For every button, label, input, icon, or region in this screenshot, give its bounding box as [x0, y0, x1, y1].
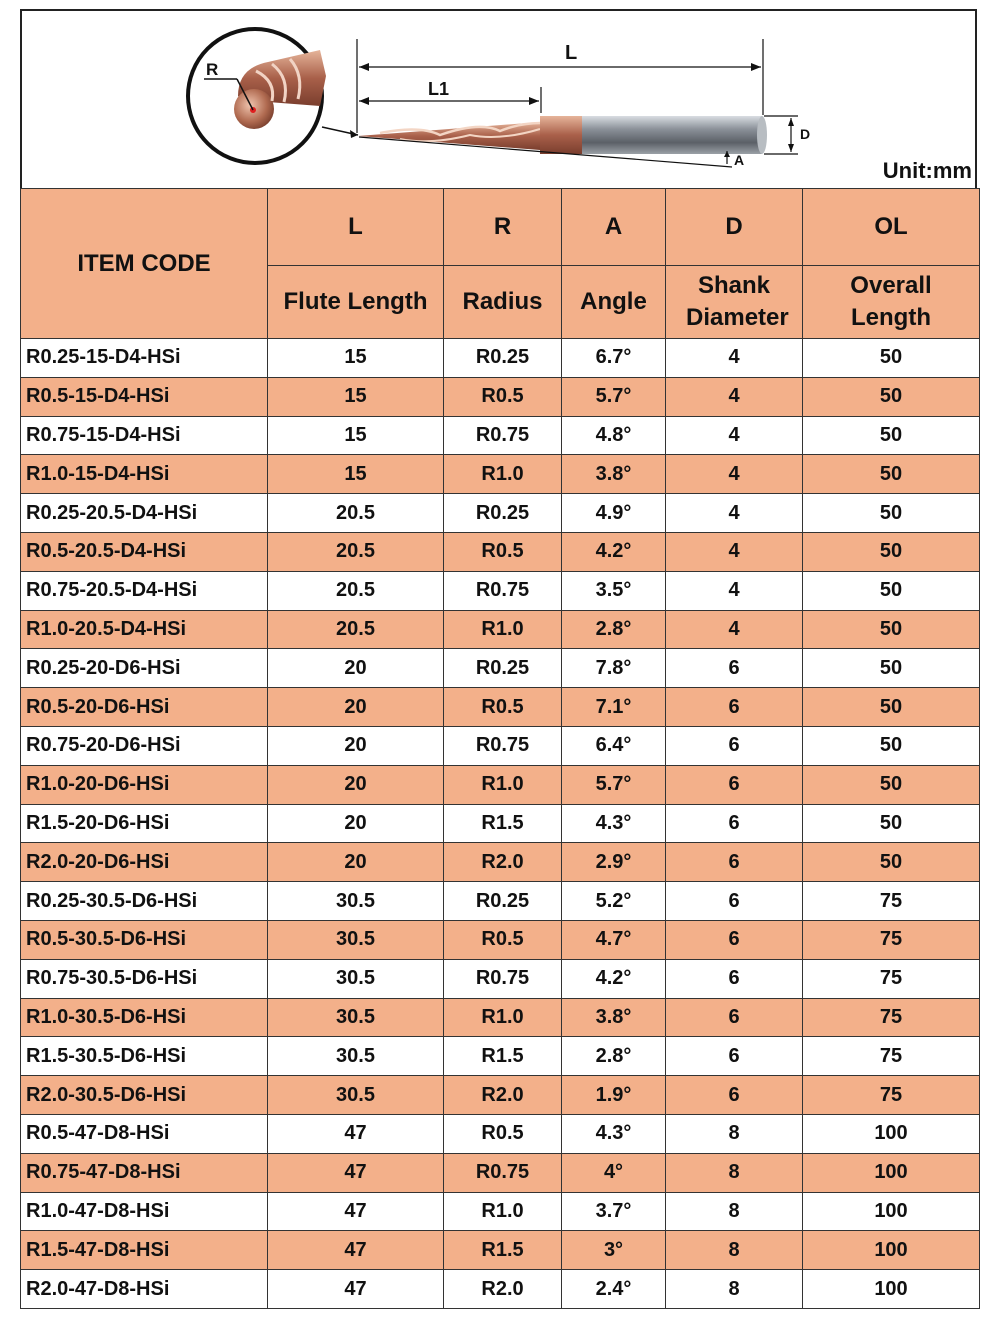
- table-row: [21, 920, 980, 959]
- item-code-cell: R1.0-20.5-D4-HSi: [21, 610, 268, 649]
- radius-cell: R1.0: [444, 455, 562, 494]
- radius-label: R: [206, 60, 219, 79]
- item-code-cell: R2.0-47-D8-HSi: [21, 1270, 268, 1309]
- flute-length-cell: 20: [268, 726, 444, 765]
- overall-length-cell: 75: [803, 959, 980, 998]
- shank-diameter-cell: 6: [666, 920, 803, 959]
- overall-length-cell: 100: [803, 1270, 980, 1309]
- shank-diameter-cell: 6: [666, 726, 803, 765]
- table-row: [21, 571, 980, 610]
- item-code-cell: R0.5-15-D4-HSi: [21, 377, 268, 416]
- radius-cell: R0.25: [444, 649, 562, 688]
- shank-diameter-label: D: [800, 126, 811, 142]
- header-symbol-l: L: [268, 189, 444, 266]
- overall-length-cell: 50: [803, 726, 980, 765]
- overall-length-cell: 75: [803, 1037, 980, 1076]
- tool-diagram: [20, 9, 977, 189]
- radius-cell: R0.75: [444, 416, 562, 455]
- shank-diameter-cell: 4: [666, 532, 803, 571]
- angle-cell: 7.8°: [562, 649, 666, 688]
- overall-length-cell: 50: [803, 688, 980, 727]
- flute-length-cell: 15: [268, 455, 444, 494]
- shank-diameter-cell: 4: [666, 416, 803, 455]
- overall-length-cell: 50: [803, 494, 980, 533]
- angle-cell: 5.7°: [562, 765, 666, 804]
- item-code-cell: R0.5-47-D8-HSi: [21, 1114, 268, 1153]
- radius-cell: R0.5: [444, 920, 562, 959]
- radius-cell: R1.5: [444, 804, 562, 843]
- radius-cell: R2.0: [444, 1270, 562, 1309]
- radius-cell: R0.5: [444, 1114, 562, 1153]
- angle-cell: 3.7°: [562, 1192, 666, 1231]
- flute-length-cell: 30.5: [268, 959, 444, 998]
- flute-length-cell: 20.5: [268, 571, 444, 610]
- overall-length-cell: 50: [803, 571, 980, 610]
- angle-cell: 4.7°: [562, 920, 666, 959]
- radius-cell: R2.0: [444, 843, 562, 882]
- angle-cell: 4.8°: [562, 416, 666, 455]
- item-code-cell: R1.5-30.5-D6-HSi: [21, 1037, 268, 1076]
- overall-length-cell: 50: [803, 455, 980, 494]
- radius-cell: R1.0: [444, 998, 562, 1037]
- angle-cell: 4.2°: [562, 532, 666, 571]
- item-code-cell: R1.0-30.5-D6-HSi: [21, 998, 268, 1037]
- table-row: [21, 1114, 980, 1153]
- item-code-cell: R0.25-15-D4-HSi: [21, 339, 268, 378]
- shank-diameter-cell: 8: [666, 1153, 803, 1192]
- table-row: [21, 765, 980, 804]
- shank-diameter-cell: 6: [666, 1076, 803, 1115]
- overall-length-cell: 50: [803, 765, 980, 804]
- radius-cell: R0.75: [444, 571, 562, 610]
- radius-cell: R1.0: [444, 610, 562, 649]
- angle-cell: 5.7°: [562, 377, 666, 416]
- angle-cell: 7.1°: [562, 688, 666, 727]
- shank-diameter-cell: 4: [666, 610, 803, 649]
- shank-diameter-cell: 6: [666, 843, 803, 882]
- item-code-cell: R0.75-47-D8-HSi: [21, 1153, 268, 1192]
- table-row: [21, 882, 980, 921]
- flute-length-cell: 20: [268, 688, 444, 727]
- radius-cell: R1.0: [444, 1192, 562, 1231]
- overall-length-cell: 50: [803, 339, 980, 378]
- flute-length-cell: 15: [268, 377, 444, 416]
- header-symbol-ol: OL: [803, 189, 980, 266]
- shank-diameter-cell: 6: [666, 804, 803, 843]
- shank-diameter-cell: 8: [666, 1270, 803, 1309]
- length-label: L: [565, 42, 578, 64]
- flute-length-cell: 20: [268, 843, 444, 882]
- overall-length-cell: 50: [803, 377, 980, 416]
- shank-diameter-cell: 4: [666, 377, 803, 416]
- flute-length-cell: 47: [268, 1270, 444, 1309]
- shank-diameter-cell: 6: [666, 882, 803, 921]
- flute-length-cell: 20.5: [268, 532, 444, 571]
- overall-length-cell: 100: [803, 1231, 980, 1270]
- shank-diameter-cell: 6: [666, 998, 803, 1037]
- item-code-cell: R0.75-20.5-D4-HSi: [21, 571, 268, 610]
- shank-diameter-cell: 6: [666, 765, 803, 804]
- unit-label: Unit:mm: [882, 158, 972, 183]
- angle-cell: 3.5°: [562, 571, 666, 610]
- radius-cell: R2.0: [444, 1076, 562, 1115]
- flute-length-cell: 30.5: [268, 1076, 444, 1115]
- radius-cell: R0.75: [444, 959, 562, 998]
- item-code-cell: R1.5-47-D8-HSi: [21, 1231, 268, 1270]
- shank-diameter-cell: 6: [666, 649, 803, 688]
- angle-cell: 3°: [562, 1231, 666, 1270]
- angle-cell: 4.9°: [562, 494, 666, 533]
- table-row: [21, 377, 980, 416]
- table-body: [21, 339, 980, 1309]
- angle-label: A: [734, 152, 745, 168]
- shank-diameter-cell: 4: [666, 494, 803, 533]
- radius-cell: R0.5: [444, 532, 562, 571]
- flute-length-cell: 30.5: [268, 1037, 444, 1076]
- table-row: [21, 494, 980, 533]
- item-code-cell: R0.5-20.5-D4-HSi: [21, 532, 268, 571]
- angle-cell: 2.8°: [562, 1037, 666, 1076]
- radius-cell: R1.0: [444, 765, 562, 804]
- angle-cell: 3.8°: [562, 455, 666, 494]
- overall-length-cell: 75: [803, 920, 980, 959]
- angle-cell: 5.2°: [562, 882, 666, 921]
- angle-cell: 4°: [562, 1153, 666, 1192]
- flute-length-label: L1: [428, 79, 450, 99]
- overall-length-cell: 75: [803, 998, 980, 1037]
- flute-length-cell: 30.5: [268, 920, 444, 959]
- item-code-cell: R1.0-20-D6-HSi: [21, 765, 268, 804]
- radius-cell: R0.25: [444, 494, 562, 533]
- overall-length-cell: 100: [803, 1114, 980, 1153]
- shank-diameter-cell: 8: [666, 1114, 803, 1153]
- table-row: [21, 959, 980, 998]
- overall-length-cell: 75: [803, 1076, 980, 1115]
- header-flute-length: Flute Length: [268, 266, 444, 339]
- overall-length-cell: 100: [803, 1153, 980, 1192]
- table-row: [21, 1076, 980, 1115]
- flute-length-cell: 20: [268, 649, 444, 688]
- shank-diameter-cell: 8: [666, 1192, 803, 1231]
- overall-length-cell: 50: [803, 610, 980, 649]
- angle-cell: 6.4°: [562, 726, 666, 765]
- flute-length-cell: 15: [268, 416, 444, 455]
- item-code-cell: R2.0-20-D6-HSi: [21, 843, 268, 882]
- flute-length-cell: 20: [268, 804, 444, 843]
- table-row: [21, 688, 980, 727]
- item-code-cell: R1.0-15-D4-HSi: [21, 455, 268, 494]
- table-row: [21, 339, 980, 378]
- angle-cell: 2.4°: [562, 1270, 666, 1309]
- header-overall-length: Overall Length: [803, 266, 980, 339]
- flute-length-cell: 15: [268, 339, 444, 378]
- overall-length-cell: 75: [803, 882, 980, 921]
- table-row: [21, 1037, 980, 1076]
- flute-length-cell: 47: [268, 1153, 444, 1192]
- table-row: [21, 1192, 980, 1231]
- radius-cell: R0.5: [444, 688, 562, 727]
- item-code-cell: R2.0-30.5-D6-HSi: [21, 1076, 268, 1115]
- shank-diameter-cell: 4: [666, 455, 803, 494]
- overall-length-cell: 100: [803, 1192, 980, 1231]
- angle-cell: 2.9°: [562, 843, 666, 882]
- shank-diameter-cell: 4: [666, 339, 803, 378]
- overall-length-cell: 50: [803, 804, 980, 843]
- angle-cell: 2.8°: [562, 610, 666, 649]
- table-row: [21, 843, 980, 882]
- angle-cell: 3.8°: [562, 998, 666, 1037]
- table-row: [21, 1231, 980, 1270]
- item-code-cell: R1.0-47-D8-HSi: [21, 1192, 268, 1231]
- header-angle: Angle: [562, 266, 666, 339]
- item-code-cell: R0.75-20-D6-HSi: [21, 726, 268, 765]
- overall-length-cell: 50: [803, 843, 980, 882]
- radius-cell: R0.75: [444, 726, 562, 765]
- table-row: [21, 726, 980, 765]
- flute-length-cell: 20: [268, 765, 444, 804]
- shank-diameter-cell: 6: [666, 1037, 803, 1076]
- overall-length-cell: 50: [803, 649, 980, 688]
- angle-cell: 4.3°: [562, 1114, 666, 1153]
- flute-length-cell: 47: [268, 1231, 444, 1270]
- shank-diameter-cell: 8: [666, 1231, 803, 1270]
- table-row: [21, 455, 980, 494]
- item-code-cell: R0.25-20-D6-HSi: [21, 649, 268, 688]
- table-row: [21, 610, 980, 649]
- item-code-cell: R0.75-15-D4-HSi: [21, 416, 268, 455]
- overall-length-cell: 50: [803, 416, 980, 455]
- radius-cell: R0.75: [444, 1153, 562, 1192]
- flute-length-cell: 20.5: [268, 610, 444, 649]
- shank-diameter-cell: 6: [666, 688, 803, 727]
- angle-cell: 1.9°: [562, 1076, 666, 1115]
- header-radius: Radius: [444, 266, 562, 339]
- overall-length-cell: 50: [803, 532, 980, 571]
- table-row: [21, 804, 980, 843]
- ball-end-detail: [188, 29, 326, 163]
- header-symbol-d: D: [666, 189, 803, 266]
- item-code-header: ITEM CODE: [21, 189, 268, 339]
- flute-length-cell: 30.5: [268, 998, 444, 1037]
- flute-length-cell: 47: [268, 1192, 444, 1231]
- shank-diameter-cell: 6: [666, 959, 803, 998]
- header-row-symbols: [21, 189, 980, 266]
- spec-table: [20, 188, 980, 1309]
- item-code-cell: R0.25-30.5-D6-HSi: [21, 882, 268, 921]
- item-code-cell: R0.5-30.5-D6-HSi: [21, 920, 268, 959]
- table-row: [21, 416, 980, 455]
- end-mill-drawing: [358, 116, 767, 154]
- angle-cell: 4.2°: [562, 959, 666, 998]
- flute-length-cell: 30.5: [268, 882, 444, 921]
- flute-length-cell: 47: [268, 1114, 444, 1153]
- header-symbol-r: R: [444, 189, 562, 266]
- radius-cell: R0.25: [444, 339, 562, 378]
- item-code-cell: R0.25-20.5-D4-HSi: [21, 494, 268, 533]
- header-symbol-a: A: [562, 189, 666, 266]
- table-row: [21, 649, 980, 688]
- item-code-cell: R0.75-30.5-D6-HSi: [21, 959, 268, 998]
- table-row: [21, 1270, 980, 1309]
- flute-length-cell: 20.5: [268, 494, 444, 533]
- table-row: [21, 1153, 980, 1192]
- table-row: [21, 532, 980, 571]
- shank-diameter-cell: 4: [666, 571, 803, 610]
- radius-cell: R0.25: [444, 882, 562, 921]
- table-row: [21, 998, 980, 1037]
- angle-cell: 6.7°: [562, 339, 666, 378]
- radius-cell: R1.5: [444, 1037, 562, 1076]
- header-shank-diameter: Shank Diameter: [666, 266, 803, 339]
- item-code-cell: R0.5-20-D6-HSi: [21, 688, 268, 727]
- angle-cell: 4.3°: [562, 804, 666, 843]
- radius-cell: R1.5: [444, 1231, 562, 1270]
- item-code-cell: R1.5-20-D6-HSi: [21, 804, 268, 843]
- radius-cell: R0.5: [444, 377, 562, 416]
